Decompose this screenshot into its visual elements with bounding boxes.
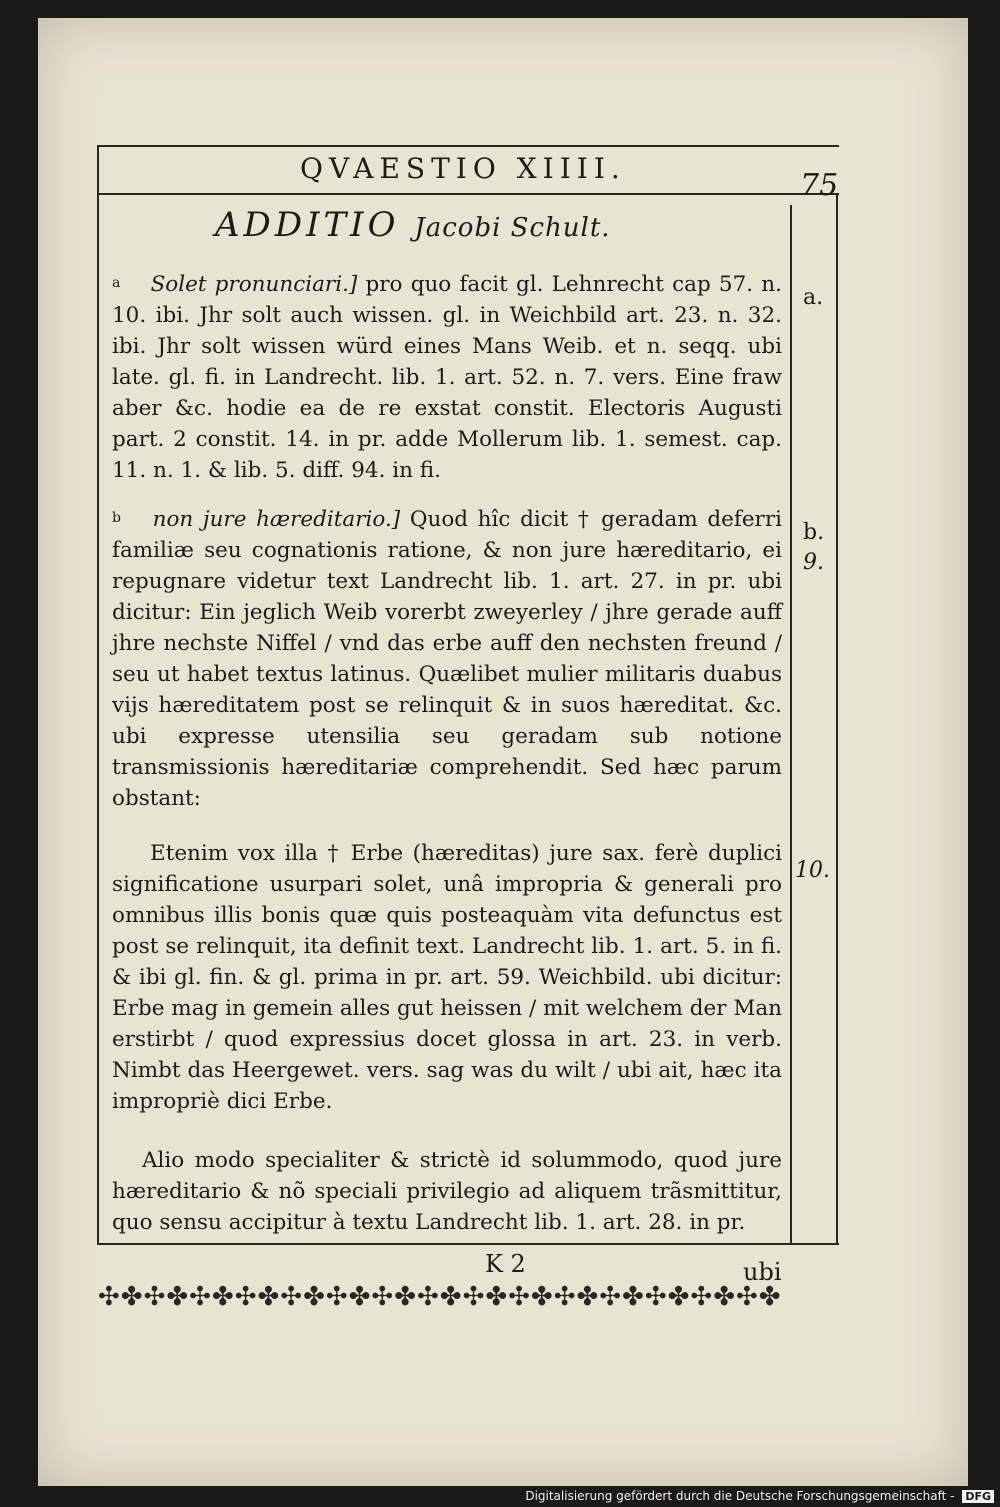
right-frame-line: [836, 195, 838, 1245]
digitization-footer: [525, 1489, 994, 1503]
running-head: QVAESTIO XIIII.: [300, 152, 626, 185]
ornament-border: ✣✤✣✤✣✤✣✤✣✤✣✤✣✤✣✤✣✤✣✤✣✤✣✤✣✤✣✤✣✤: [98, 1282, 782, 1312]
paragraph-etenim-text: Etenim vox illa † Erbe (hæreditas) jure sax. ferè duplici significatione usurpari solet, unâ impropria & generali pro omnibus illis bonis quæ quis posteaquàm vita defunctus est post se relinquit, ita definit text. Landrecht lib. 1. art. 5. in fi. & ibi gl. fin. & gl. prima in pr. art. 59. Weichbild. ubi dicitur: Erbe mag in gemein alles gut heissen / mit welchem der Man erstirbt / quod expressius docet glossa in art. 23. in verb. Nimbt das Heergewet. vers. sag was du wilt / ubi ait, hæc ita impropriè dici Erbe.: [112, 841, 782, 1114]
paragraph-alio: [112, 1145, 782, 1238]
note-a-text: pro quo facit gl. Lehnrecht cap 57. n. 10. ibi. Jhr solt auch wissen. gl. in Weichbild art. 23. n. 32. ibi. Jhr solt wissen würd eines Mans Weib. et n. seqq. ubi late. gl. fi. in Landrecht. lib. 1. art. 52. n. 7. vers. Eine fraw aber &c. hodie ea de re exstat constit. Electoris Augusti part. 2 constit. 14. in pr. adde Mollerum lib. 1. semest. cap. 11. n. 1. & lib. 5. diff. 94. in fi.: [112, 272, 782, 483]
title-main: ADDITIO: [215, 205, 400, 245]
note-a: [112, 268, 782, 486]
section-title: [215, 205, 611, 245]
paragraph-etenim: [112, 838, 782, 1117]
note-b-key: b: [112, 510, 121, 526]
paragraph-alio-text: Alio modo specialiter & strictè id solummodo, quod jure hæreditario & nõ speciali privilegio ad aliquem trãsmittitur, quo sensu accipitur à textu Landrecht lib. 1. art. 28. in pr.: [112, 1148, 782, 1235]
margin-divider-line: [790, 205, 792, 1245]
note-b-lemma: non jure hæreditario.]: [152, 507, 401, 532]
margin-number-10: 10.: [795, 858, 830, 883]
left-frame-line: [97, 145, 99, 1245]
footer-text: Digitalisierung gefördert durch die Deutsche Forschungsgemeinschaft -: [525, 1489, 955, 1503]
dfg-logo: DFG: [962, 1490, 994, 1503]
bottom-rule: [97, 1243, 839, 1245]
note-b-text: Quod hîc dicit † geradam deferri familiæ seu cognationis ratione, & non jure hæreditario, ei repugnare videtur text Landrecht lib. 1. art. 27. in pr. ubi dicitur: Ein jeglich Weib vorerbt zweyerley / jhre gerade auff jhre nechste Niffel / vnd das erbe auff den nechsten freund / seu ut habet textus latinus. Quælibet mulier militaris duabus vijs hæreditatem post se relinquit & in suos hæreditat. &c. ubi expresse utensilia seu geradam sub notione transmissionis hæreditariæ comprehendit. Sed hæc parum obstant:: [112, 507, 782, 811]
margin-a: a.: [803, 285, 824, 310]
margin-number-9: 9.: [803, 550, 824, 575]
catchword: ubi: [743, 1258, 782, 1286]
note-a-lemma: Solet pronunciari.]: [150, 272, 358, 297]
note-a-key: a: [112, 275, 121, 291]
header-rule: [97, 193, 839, 195]
page-number: 75: [800, 168, 839, 203]
title-author: Jacobi Schult.: [414, 213, 611, 243]
margin-b: b.: [803, 520, 825, 545]
note-b: [112, 503, 782, 814]
signature-mark: K 2: [485, 1250, 526, 1278]
top-rule: [97, 145, 839, 147]
